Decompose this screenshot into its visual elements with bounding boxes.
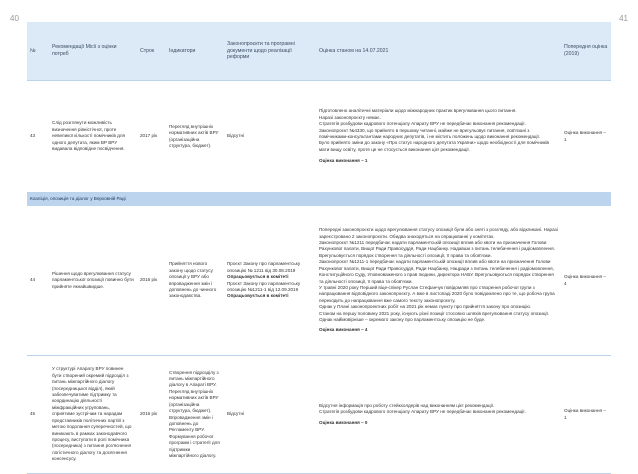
row44-docs	[224, 206, 316, 356]
table-header-row	[27, 22, 611, 81]
row43-prev: Оцінка виконання – 1	[561, 81, 611, 193]
row44-status-line: Однак у Плані законопроектних робіт на 2021 рік немає пункту про прийняття закону про опозицію.	[319, 304, 532, 310]
row44-recommendation: Рішення щодо врегулювання статусу парламентської опозиції повинно бути прийняте якнайшвидше.	[49, 206, 137, 356]
row43-score: Оцінка виконання – 1	[319, 158, 368, 164]
row43-term: 2017 рік	[137, 81, 166, 193]
row43-status-line: Законопроєкт №4330, що прийнято в першому читанні, майже не врегульовує питання, пов'язані з помічниками-консультантами народних депутатів, і не містить положень щодо виконання рекомендації.	[319, 127, 541, 139]
row44-doc-status: Опрацьовується в комітеті	[227, 274, 289, 280]
row44-status-line: Станом на першу половину 2021 року, існують різні позиції стосовно шляхів врегулювання статусу опозиції. Однак найімовірніше – окремого закону про парламентську опозицію не буде.	[319, 310, 550, 322]
row45-status-line: Стратегія розбудови кадрового потенціалу Апарату ВРУ не передбачає виконання рекомендації.	[319, 409, 526, 415]
row44-status-line: У травні 2020 року Перший віце-спікер Руслан Стефанчук повідомляв про створення робочої групи з напрацювання відповідного законопроєкту. А вже в листопаді 2020 було повідомлено про те, що робоча група переходить до напрацювання вже самого тексту законопроєкту.	[319, 284, 555, 303]
row44-doc-line: Проєкт Закону про парламентську опозицію №1211-1 від 12.09.2019	[227, 280, 301, 292]
row43-recommendation: Слід розглянути можливість визначення рівністічної, проте невеликої кількості помічників для одного депутата, яким ВР ВРУ видавала відповідне посвідчення.	[49, 81, 137, 193]
row43-indicators: Перегляд внутрішніх нормативних актів ВРУ (організаційна структура, бюджет).	[166, 81, 224, 193]
row44-num: 44	[27, 206, 49, 356]
row43-status-line: Наразі законопроєкту немає.	[319, 114, 381, 120]
row45-recommendation: У структурі Апарату ВРУ повинен бути створений окремий підрозділ з питань міжпартійного діалогу (посередницької відділ), який забезпечуватиме підтримку та координацію діяльності міжфракційних угруповань, сприятиме зустрічам та нарадам представників політичних партій з метою подолання суперечностей, що виникають в рамках законодавчого процесу, виступати в ролі помічника (посередника) з питання роз'яснення логістичного діалогу та досягнення консенсусу.	[49, 356, 137, 474]
section-title: Коаліція, опозиція та діалог у Верховній Раді	[27, 193, 611, 206]
page-number-right: 41	[619, 14, 628, 23]
row44-score: Оцінка виконання – 4	[319, 327, 368, 333]
table-row-45	[27, 356, 611, 474]
row43-docs: Відсутні	[224, 81, 316, 193]
header-recommendation: Рекомендації Місії з оцінки потреб	[49, 22, 137, 81]
row45-score: Оцінка виконання – 0	[319, 419, 368, 425]
row43-status-line: Стратегія розбудови кадрового потенціалу Апарату ВРУ не передбачає виконання рекомендації.	[319, 121, 526, 127]
row43-status-line: Було прийнято зміни до закону «Про статус народного депутата України» щодо необхідності для помічників мати вищу освіту, проте це не стосується виконання цієї рекомендації.	[319, 140, 549, 152]
header-term: Строк	[137, 22, 166, 81]
row43-status-line: Підготовлено аналітичні матеріали щодо міжнародних практик врегулювання цього питання.	[319, 108, 517, 114]
row45-status-line: Відсутня інформація про роботу стейкхолдерів над виконанням цієї рекомендації.	[319, 402, 495, 408]
row45-indicators: Створення підрозділу з питань міжпартійного діалогу в Апараті ВРУ. Перегляд внутрішніх нормативних актів ВРУ (організаційна структура, бюджет). Впровадження змін і доповнень до Регламенту ВРУ. Формування робочої програми і стратегії для підтримки міжпартійного діалогу.	[166, 356, 224, 474]
header-num: №	[27, 22, 49, 81]
row44-status-line: Законопроєкт №1211 передбачає надати парламентській опозиції вплив або квоти на призначення Голови Рахункової палати, Вищої Ради Правосуддя, Ради Нацбанку. Надавши з питань телебачення і радіомовлення. Врегульовується порядок створення та діяльності опозиції, її права та обов'язки.	[319, 240, 555, 258]
row45-term: 2016 рік	[137, 356, 166, 474]
row44-status-line: Законопроєкт №1211-1 передбачає надати парламентській опозиції вплив або квоти на призначення Голови Рахункової палати, Вищої Ради Правосуддя, Ради Нацбанку, Нацради з питань телебачення і радіомовлення, Конституційного Суду, Уповноваженого з прав людини, директора НАБУ. Врегульовуються порядок створення та діяльності опозиції, її права та обов'язки.	[319, 259, 554, 284]
row44-prev: Оцінка виконання – 4	[561, 206, 611, 356]
header-indicators: Індикатори	[166, 22, 224, 81]
header-docs: Законопроєкти та програмні документи щодо реалізації реформи	[224, 22, 316, 81]
row45-status	[316, 356, 561, 474]
row43-num: 43	[27, 81, 49, 193]
row43-status	[316, 81, 561, 193]
recommendations-table	[27, 22, 611, 474]
row45-num: 45	[27, 356, 49, 474]
row44-status-line: Попередні законопроєкти щодо врегулювання статусу опозиції були або знятi з розгляду, або відкликані. Наразі зареєстровано 2 законопроєкти. Обидва знаходяться на опрацюванні у комітетах.	[319, 227, 558, 239]
row44-term: 2016 рік	[137, 206, 166, 356]
row44-indicators: Прийняття нового закону щодо статусу опозиції у ВРУ або впровадження змін і доповнень до чинного законодавства.	[166, 206, 224, 356]
row45-docs: Відсутні	[224, 356, 316, 474]
header-status: Оцінка станом на 14.07.2021	[316, 22, 561, 81]
header-prev: Попередня оцінка (2019)	[561, 22, 611, 81]
section-header-row	[27, 193, 611, 206]
page-number-left: 40	[10, 14, 19, 23]
row44-doc-status: Опрацьовується в комітеті	[227, 293, 289, 299]
table-row-44	[27, 206, 611, 356]
row45-prev: Оцінка виконання – 1	[561, 356, 611, 474]
row44-doc-line: Проєкт Закону про парламентську опозицію № 1211 від 30.08.2019	[227, 261, 301, 273]
row44-status	[316, 206, 561, 356]
table-row-43	[27, 81, 611, 193]
